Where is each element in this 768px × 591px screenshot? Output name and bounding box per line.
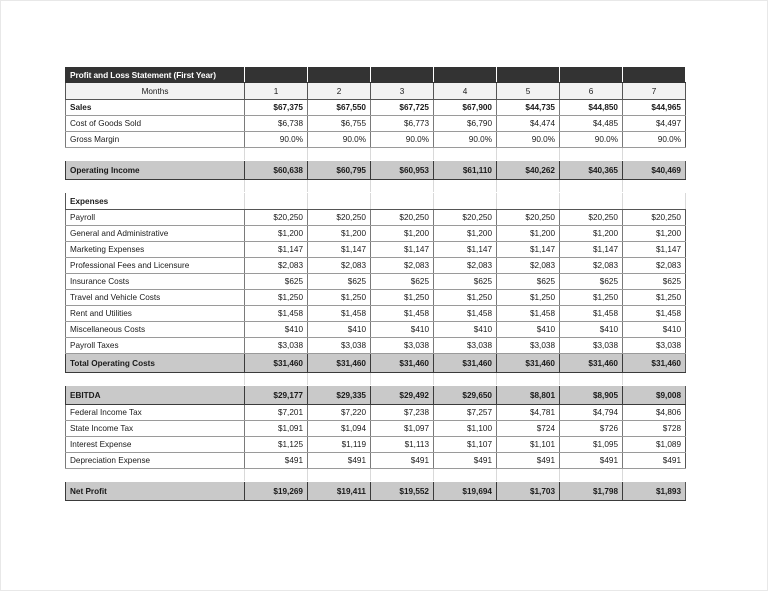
table-cell[interactable]: $1,119 <box>308 437 371 453</box>
row-label[interactable]: Months <box>66 83 245 100</box>
table-cell[interactable]: $1,147 <box>623 242 686 258</box>
table-cell[interactable]: $2,083 <box>371 258 434 274</box>
table-cell <box>308 373 371 386</box>
table-cell[interactable]: $4,497 <box>623 116 686 132</box>
table-cell[interactable] <box>623 193 686 210</box>
table-cell[interactable]: $29,335 <box>308 386 371 405</box>
table-cell[interactable]: $31,460 <box>623 354 686 373</box>
table-cell[interactable] <box>497 193 560 210</box>
row-label[interactable]: Marketing Expenses <box>66 242 245 258</box>
profit-and-loss-table <box>65 67 686 501</box>
spacer-row <box>66 148 686 161</box>
table-cell[interactable]: $61,110 <box>434 161 497 180</box>
column-header-month[interactable]: 4 <box>434 83 497 100</box>
table-cell[interactable]: $3,038 <box>623 338 686 354</box>
table-cell <box>623 469 686 482</box>
table-cell[interactable]: $625 <box>308 274 371 290</box>
table-cell[interactable]: $4,806 <box>623 405 686 421</box>
row-label[interactable]: Sales <box>66 100 245 116</box>
table-cell[interactable]: $1,250 <box>245 290 308 306</box>
table-cell <box>497 373 560 386</box>
table-cell[interactable]: $491 <box>245 453 308 469</box>
row-label[interactable]: Net Profit <box>66 482 245 501</box>
row-label[interactable]: Travel and Vehicle Costs <box>66 290 245 306</box>
table-cell[interactable]: $7,257 <box>434 405 497 421</box>
table-cell[interactable]: $1,147 <box>371 242 434 258</box>
table-cell[interactable]: $20,250 <box>560 210 623 226</box>
table-cell[interactable]: $1,458 <box>497 306 560 322</box>
title-band-spacer <box>434 68 497 83</box>
table-row <box>66 405 686 421</box>
table-title[interactable]: Profit and Loss Statement (First Year) <box>66 68 245 83</box>
table-cell <box>497 469 560 482</box>
table-cell[interactable]: $6,738 <box>245 116 308 132</box>
table-cell[interactable]: $40,365 <box>560 161 623 180</box>
table-cell[interactable]: $3,038 <box>371 338 434 354</box>
table-cell[interactable]: 90.0% <box>245 132 308 148</box>
table-cell[interactable] <box>371 193 434 210</box>
table-cell[interactable]: $3,038 <box>308 338 371 354</box>
table-cell[interactable]: $8,905 <box>560 386 623 405</box>
table-cell[interactable]: $20,250 <box>623 210 686 226</box>
row-label[interactable]: EBITDA <box>66 386 245 405</box>
table-cell[interactable]: $1,113 <box>371 437 434 453</box>
table-cell[interactable]: $1,250 <box>434 290 497 306</box>
table-cell[interactable]: $1,091 <box>245 421 308 437</box>
row-label[interactable]: State Income Tax <box>66 421 245 437</box>
table-cell[interactable]: $1,125 <box>245 437 308 453</box>
row-label[interactable]: Rent and Utilities <box>66 306 245 322</box>
table-cell[interactable]: $1,458 <box>623 306 686 322</box>
table-cell[interactable]: $2,083 <box>560 258 623 274</box>
table-row <box>66 274 686 290</box>
row-label[interactable]: Gross Margin <box>66 132 245 148</box>
table-cell[interactable]: $9,008 <box>623 386 686 405</box>
title-band-spacer <box>245 68 308 83</box>
row-label[interactable]: Payroll Taxes <box>66 338 245 354</box>
table-cell[interactable]: $4,474 <box>497 116 560 132</box>
table-cell[interactable]: $625 <box>560 274 623 290</box>
table-cell[interactable]: $1,089 <box>623 437 686 453</box>
table-cell[interactable] <box>560 193 623 210</box>
table-cell[interactable]: $625 <box>623 274 686 290</box>
table-cell[interactable]: $491 <box>371 453 434 469</box>
table-cell <box>560 148 623 161</box>
table-cell[interactable]: $491 <box>308 453 371 469</box>
table-cell[interactable]: $1,458 <box>434 306 497 322</box>
row-label[interactable]: Interest Expense <box>66 437 245 453</box>
table-cell[interactable]: $4,794 <box>560 405 623 421</box>
table-cell[interactable]: 90.0% <box>371 132 434 148</box>
row-label[interactable]: Total Operating Costs <box>66 354 245 373</box>
table-cell[interactable]: $1,147 <box>308 242 371 258</box>
table-cell <box>245 469 308 482</box>
spacer-row <box>66 180 686 193</box>
table-cell <box>623 373 686 386</box>
table-cell[interactable]: $1,458 <box>560 306 623 322</box>
table-cell[interactable]: $40,469 <box>623 161 686 180</box>
table-cell[interactable]: $4,781 <box>497 405 560 421</box>
table-cell[interactable]: $2,083 <box>623 258 686 274</box>
table-row <box>66 242 686 258</box>
table-cell[interactable]: $1,200 <box>434 226 497 242</box>
column-header-month[interactable]: 6 <box>560 83 623 100</box>
table-cell[interactable]: $726 <box>560 421 623 437</box>
table-cell[interactable]: $1,095 <box>560 437 623 453</box>
row-label[interactable]: Operating Income <box>66 161 245 180</box>
table-cell <box>245 373 308 386</box>
table-cell[interactable]: $1,200 <box>245 226 308 242</box>
table-cell[interactable]: $31,460 <box>434 354 497 373</box>
table-cell[interactable]: $3,038 <box>497 338 560 354</box>
table-row <box>66 338 686 354</box>
table-row <box>66 116 686 132</box>
table-cell <box>497 180 560 193</box>
table-cell[interactable]: $625 <box>434 274 497 290</box>
table-cell <box>245 180 308 193</box>
table-cell[interactable]: $491 <box>497 453 560 469</box>
table-cell <box>371 180 434 193</box>
table-cell[interactable]: $1,200 <box>560 226 623 242</box>
table-cell[interactable]: $7,238 <box>371 405 434 421</box>
spacer-row <box>66 373 686 386</box>
table-cell[interactable]: $8,801 <box>497 386 560 405</box>
table-cell[interactable]: $410 <box>623 322 686 338</box>
table-cell <box>560 373 623 386</box>
table-cell[interactable]: $1,893 <box>623 482 686 501</box>
table-cell[interactable]: $31,460 <box>308 354 371 373</box>
table-row <box>66 258 686 274</box>
table-cell[interactable]: $1,147 <box>497 242 560 258</box>
table-cell[interactable]: $44,735 <box>497 100 560 116</box>
table-cell[interactable]: $491 <box>560 453 623 469</box>
table-cell[interactable]: $7,220 <box>308 405 371 421</box>
row-label <box>66 148 245 161</box>
column-header-month[interactable]: 7 <box>623 83 686 100</box>
column-header-month[interactable]: 2 <box>308 83 371 100</box>
table-cell[interactable]: $1,250 <box>623 290 686 306</box>
table-cell <box>245 148 308 161</box>
table-cell[interactable]: $1,798 <box>560 482 623 501</box>
table-cell[interactable]: $1,200 <box>371 226 434 242</box>
table-cell[interactable]: $410 <box>245 322 308 338</box>
table-cell <box>623 148 686 161</box>
table-cell[interactable]: $410 <box>371 322 434 338</box>
table-row <box>66 453 686 469</box>
table-cell[interactable]: $728 <box>623 421 686 437</box>
table-cell <box>497 148 560 161</box>
table-cell[interactable]: $20,250 <box>245 210 308 226</box>
table-cell[interactable]: $1,250 <box>308 290 371 306</box>
table-cell[interactable]: $1,200 <box>308 226 371 242</box>
table-cell[interactable]: $410 <box>434 322 497 338</box>
table-cell[interactable]: $1,458 <box>371 306 434 322</box>
title-band-spacer <box>497 68 560 83</box>
table-cell[interactable]: $19,411 <box>308 482 371 501</box>
table-cell[interactable]: $2,083 <box>434 258 497 274</box>
spacer-row <box>66 469 686 482</box>
table-cell[interactable]: $2,083 <box>245 258 308 274</box>
table-row <box>66 290 686 306</box>
table-cell[interactable]: 90.0% <box>434 132 497 148</box>
column-header-row <box>66 83 686 100</box>
table-cell[interactable]: $20,250 <box>308 210 371 226</box>
section-header-row <box>66 193 686 210</box>
row-label <box>66 469 245 482</box>
table-cell[interactable]: $2,083 <box>497 258 560 274</box>
table-row <box>66 210 686 226</box>
table-row-highlight <box>66 482 686 501</box>
table-cell[interactable]: $67,375 <box>245 100 308 116</box>
table-cell[interactable]: $1,100 <box>434 421 497 437</box>
table-cell[interactable]: $44,965 <box>623 100 686 116</box>
table-cell[interactable]: $1,200 <box>497 226 560 242</box>
table-cell <box>308 469 371 482</box>
table-cell[interactable]: $31,460 <box>560 354 623 373</box>
table-cell[interactable]: $1,250 <box>560 290 623 306</box>
table-row <box>66 437 686 453</box>
table-cell[interactable]: $3,038 <box>434 338 497 354</box>
table-cell <box>560 469 623 482</box>
table-cell[interactable]: $410 <box>308 322 371 338</box>
row-label[interactable]: Depreciation Expense <box>66 453 245 469</box>
table-cell[interactable]: $6,790 <box>434 116 497 132</box>
row-label[interactable]: Federal Income Tax <box>66 405 245 421</box>
title-band-spacer <box>308 68 371 83</box>
table-cell[interactable]: 90.0% <box>308 132 371 148</box>
row-label[interactable]: General and Administrative <box>66 226 245 242</box>
table-cell[interactable] <box>245 193 308 210</box>
table-cell <box>560 180 623 193</box>
table-cell[interactable]: $40,262 <box>497 161 560 180</box>
table-cell[interactable]: $2,083 <box>308 258 371 274</box>
table-cell[interactable]: $29,650 <box>434 386 497 405</box>
table-cell[interactable]: $1,200 <box>623 226 686 242</box>
spreadsheet-area <box>65 67 686 501</box>
table-row <box>66 421 686 437</box>
table-cell <box>434 373 497 386</box>
table-cell[interactable]: $19,269 <box>245 482 308 501</box>
table-row-highlight <box>66 386 686 405</box>
table-cell[interactable]: $29,177 <box>245 386 308 405</box>
table-cell[interactable]: $410 <box>497 322 560 338</box>
table-cell[interactable]: $20,250 <box>434 210 497 226</box>
table-cell[interactable]: $67,725 <box>371 100 434 116</box>
table-cell <box>434 180 497 193</box>
table-cell[interactable]: $20,250 <box>497 210 560 226</box>
table-cell[interactable]: $1,094 <box>308 421 371 437</box>
table-cell <box>371 469 434 482</box>
table-cell[interactable]: $491 <box>623 453 686 469</box>
row-label <box>66 180 245 193</box>
table-cell[interactable]: $67,900 <box>434 100 497 116</box>
title-band-spacer <box>371 68 434 83</box>
table-cell[interactable]: $60,795 <box>308 161 371 180</box>
table-cell[interactable]: $1,250 <box>371 290 434 306</box>
table-cell[interactable]: $491 <box>434 453 497 469</box>
table-cell[interactable]: $625 <box>497 274 560 290</box>
row-label[interactable]: Insurance Costs <box>66 274 245 290</box>
table-row <box>66 132 686 148</box>
table-cell <box>371 373 434 386</box>
table-cell[interactable]: $20,250 <box>371 210 434 226</box>
table-cell[interactable]: $1,458 <box>245 306 308 322</box>
table-cell[interactable]: $3,038 <box>560 338 623 354</box>
table-row-highlight <box>66 354 686 373</box>
column-header-month[interactable]: 5 <box>497 83 560 100</box>
table-cell <box>434 148 497 161</box>
table-cell[interactable]: $67,550 <box>308 100 371 116</box>
row-label[interactable]: Professional Fees and Licensure <box>66 258 245 274</box>
table-cell[interactable]: $19,694 <box>434 482 497 501</box>
table-cell[interactable] <box>308 193 371 210</box>
table-cell[interactable]: $3,038 <box>245 338 308 354</box>
row-label <box>66 373 245 386</box>
table-cell <box>434 469 497 482</box>
table-row <box>66 322 686 338</box>
table-title-row <box>66 68 686 83</box>
table-cell[interactable]: 90.0% <box>623 132 686 148</box>
row-label[interactable]: Miscellaneous Costs <box>66 322 245 338</box>
table-cell[interactable]: $1,147 <box>434 242 497 258</box>
table-cell[interactable]: $6,773 <box>371 116 434 132</box>
table-cell[interactable]: $625 <box>371 274 434 290</box>
row-label[interactable]: Expenses <box>66 193 245 210</box>
table-cell[interactable]: $625 <box>245 274 308 290</box>
table-cell[interactable]: $44,850 <box>560 100 623 116</box>
table-cell[interactable]: $1,458 <box>308 306 371 322</box>
table-cell[interactable]: $31,460 <box>245 354 308 373</box>
title-band-spacer <box>623 68 686 83</box>
table-row <box>66 100 686 116</box>
table-cell <box>308 180 371 193</box>
table-cell[interactable]: $1,250 <box>497 290 560 306</box>
table-cell[interactable]: $1,703 <box>497 482 560 501</box>
table-cell[interactable]: $29,492 <box>371 386 434 405</box>
table-row <box>66 306 686 322</box>
table-cell[interactable]: $1,147 <box>560 242 623 258</box>
table-cell[interactable]: $60,638 <box>245 161 308 180</box>
table-cell[interactable]: $1,147 <box>245 242 308 258</box>
table-cell[interactable]: $1,101 <box>497 437 560 453</box>
column-header-month[interactable]: 3 <box>371 83 434 100</box>
table-cell <box>623 180 686 193</box>
table-cell[interactable]: $31,460 <box>497 354 560 373</box>
table-row-highlight <box>66 161 686 180</box>
table-cell[interactable]: $31,460 <box>371 354 434 373</box>
table-cell[interactable]: $7,201 <box>245 405 308 421</box>
table-cell <box>308 148 371 161</box>
table-cell <box>371 148 434 161</box>
column-header-month[interactable]: 1 <box>245 83 308 100</box>
table-body <box>66 68 686 501</box>
table-cell[interactable]: $410 <box>560 322 623 338</box>
table-cell[interactable]: 90.0% <box>560 132 623 148</box>
table-cell[interactable]: $60,953 <box>371 161 434 180</box>
table-cell[interactable]: 90.0% <box>497 132 560 148</box>
table-cell[interactable]: $4,485 <box>560 116 623 132</box>
table-cell[interactable]: $1,107 <box>434 437 497 453</box>
row-label[interactable]: Payroll <box>66 210 245 226</box>
table-cell[interactable]: $19,552 <box>371 482 434 501</box>
table-cell[interactable]: $724 <box>497 421 560 437</box>
row-label[interactable]: Cost of Goods Sold <box>66 116 245 132</box>
table-cell[interactable] <box>434 193 497 210</box>
title-band-spacer <box>560 68 623 83</box>
table-cell[interactable]: $1,097 <box>371 421 434 437</box>
table-row <box>66 226 686 242</box>
table-cell[interactable]: $6,755 <box>308 116 371 132</box>
